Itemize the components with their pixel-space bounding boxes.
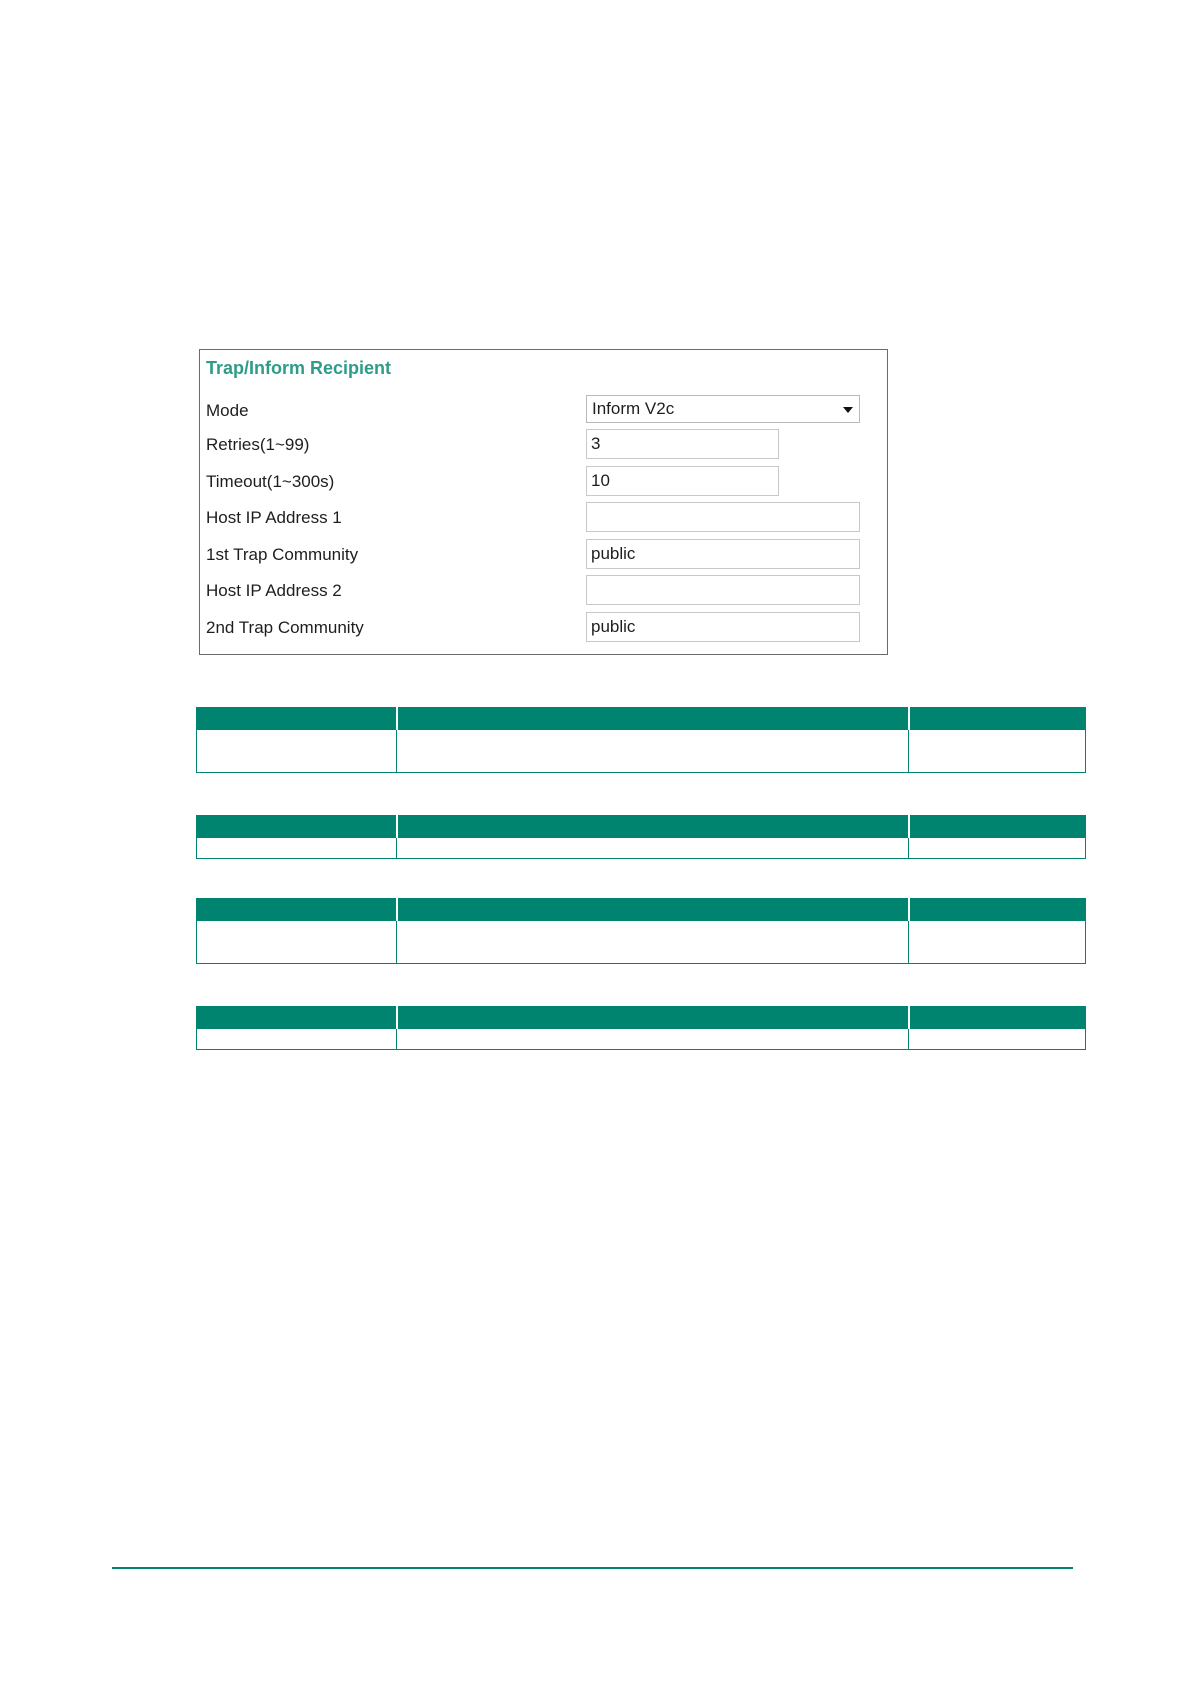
table-row (197, 730, 1086, 773)
table-header-row (197, 898, 1086, 921)
community-1-input[interactable]: public (586, 539, 860, 569)
table-cell (397, 838, 909, 859)
table-header-cell (909, 1006, 1086, 1029)
timeout-label: Timeout(1~300s) (206, 472, 335, 491)
mode-select-value: Inform V2c (592, 399, 675, 418)
footer-divider (112, 1567, 1073, 1569)
table-header-cell (197, 707, 397, 730)
host-ip-2-input[interactable] (586, 575, 860, 605)
timeout-row (200, 466, 887, 498)
table-row (197, 921, 1086, 964)
settings-table-2 (196, 815, 1086, 859)
host-ip-1-row (200, 502, 887, 534)
table-header-cell (909, 898, 1086, 921)
table-cell (197, 838, 397, 859)
table-row (197, 838, 1086, 859)
table-cell (909, 921, 1086, 964)
host-ip-1-label: Host IP Address 1 (206, 508, 342, 527)
table-header-row (197, 707, 1086, 730)
mode-row (200, 395, 887, 427)
settings-table-4 (196, 1006, 1086, 1050)
table-header-cell (397, 898, 909, 921)
host-ip-1-input[interactable] (586, 502, 860, 532)
table-row (197, 1029, 1086, 1050)
table-header-cell (197, 1006, 397, 1029)
community-1-row (200, 539, 887, 571)
table-cell (197, 730, 397, 773)
table-header-cell (397, 815, 909, 838)
retries-row (200, 429, 887, 461)
retries-label: Retries(1~99) (206, 435, 310, 454)
table-header-row (197, 1006, 1086, 1029)
host-ip-2-label: Host IP Address 2 (206, 581, 342, 600)
table-header-cell (397, 707, 909, 730)
community-2-input[interactable]: public (586, 612, 860, 642)
table-cell (197, 1029, 397, 1050)
table-cell (197, 921, 397, 964)
community-2-row (200, 612, 887, 644)
community-1-label: 1st Trap Community (206, 545, 359, 564)
chevron-down-icon (843, 407, 853, 413)
table-header-cell (197, 898, 397, 921)
mode-label: Mode (206, 401, 249, 420)
mode-select[interactable] (586, 395, 860, 423)
table-cell (909, 1029, 1086, 1050)
settings-table-3 (196, 898, 1086, 964)
table-header-cell (909, 815, 1086, 838)
trap-inform-recipient-panel (199, 349, 888, 655)
table-header-row (197, 815, 1086, 838)
community-2-label: 2nd Trap Community (206, 618, 364, 637)
settings-table-1 (196, 707, 1086, 773)
table-cell (397, 730, 909, 773)
panel-title: Trap/Inform Recipient (206, 358, 392, 378)
host-ip-2-row (200, 575, 887, 607)
timeout-input[interactable]: 10 (586, 466, 779, 496)
table-cell (909, 838, 1086, 859)
table-header-cell (197, 815, 397, 838)
retries-input[interactable]: 3 (586, 429, 779, 459)
table-cell (397, 1029, 909, 1050)
table-cell (397, 921, 909, 964)
table-header-cell (397, 1006, 909, 1029)
table-header-cell (909, 707, 1086, 730)
table-cell (909, 730, 1086, 773)
